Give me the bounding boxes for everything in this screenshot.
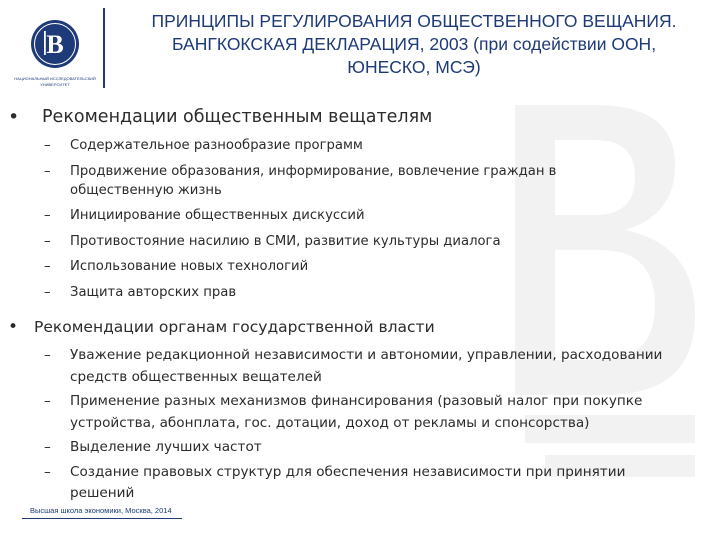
dash-marker: –: [44, 163, 51, 179]
list-item: [44, 462, 664, 505]
dash-marker: –: [44, 463, 51, 480]
list-item-text: Уважение редакционной независимости и автономии, управлении, расходовании средств общественных вещателей: [70, 347, 663, 385]
list-item: [44, 257, 564, 276]
dash-marker: –: [44, 259, 51, 274]
list-item: [44, 206, 564, 225]
list-item-text: Защита авторских прав: [70, 284, 237, 300]
dash-marker: –: [44, 284, 51, 300]
svg-text:В: В: [46, 30, 64, 59]
list-item: [44, 136, 564, 155]
logo-caption-line1: НАЦИОНАЛЬНЫЙ ИССЛЕДОВАТЕЛЬСКИЙ: [14, 76, 96, 81]
section1-list: [44, 136, 564, 308]
list-item-text: Противостояние насилию в СМИ, развитие культуры диалога: [70, 233, 501, 249]
dash-marker: –: [44, 138, 51, 153]
list-item-text: Выделение лучших частот: [70, 439, 262, 455]
list-item: [44, 345, 664, 388]
list-item-text: Применение разных механизмов финансирования (разовый налог при покупке устройства, абонплата, гос. дотации, доход от рекламы и спонсорства): [70, 393, 643, 431]
list-item: [44, 437, 664, 459]
dash-marker: –: [44, 208, 51, 223]
list-item: [44, 162, 564, 200]
list-item: [44, 283, 564, 302]
section1-heading: Рекомендации общественным вещателям: [42, 107, 433, 127]
footer-underline: [22, 518, 182, 519]
list-item-text: Использование новых технологий: [70, 259, 309, 274]
list-item: [44, 391, 664, 434]
logo-caption-line2: УНИВЕРСИТЕТ: [40, 82, 70, 87]
list-item-text: Создание правовых структур для обеспечения независимости при принятии решений: [70, 463, 626, 501]
dash-marker: –: [44, 393, 51, 409]
list-item-text: Содержательное разнообразие программ: [70, 138, 363, 153]
title-line-3: ЮНЕСКО, МСЭ): [347, 57, 481, 77]
section2-list: [44, 345, 664, 508]
dash-marker: –: [44, 439, 51, 455]
list-item-text: Инициирование общественных дискуссий: [70, 208, 365, 223]
header-divider: [103, 8, 105, 88]
dash-marker: –: [44, 233, 51, 249]
slide-header: [0, 0, 720, 100]
title-line-1: ПРИНЦИПЫ РЕГУЛИРОВАНИЯ ОБЩЕСТВЕННОГО ВЕЩАНИЯ.: [151, 11, 677, 31]
list-item-text: Продвижение образования, информирование, вовлечение граждан в общественную жизнь: [70, 163, 557, 198]
title-line-2: БАНГКОКСКАЯ ДЕКЛАРАЦИЯ, 2003 (при содействии ООН,: [171, 34, 657, 54]
dash-marker: –: [44, 347, 51, 363]
list-item: [44, 232, 564, 251]
section2-heading: Рекомендации органам государственной власти: [34, 318, 435, 336]
hse-logo-icon: [14, 14, 96, 92]
footer-text: Высшая школа экономики, Москва, 2014: [30, 506, 172, 515]
section1-bullet: •: [8, 106, 20, 128]
section2-bullet: •: [8, 317, 19, 337]
page-title: [112, 10, 716, 79]
